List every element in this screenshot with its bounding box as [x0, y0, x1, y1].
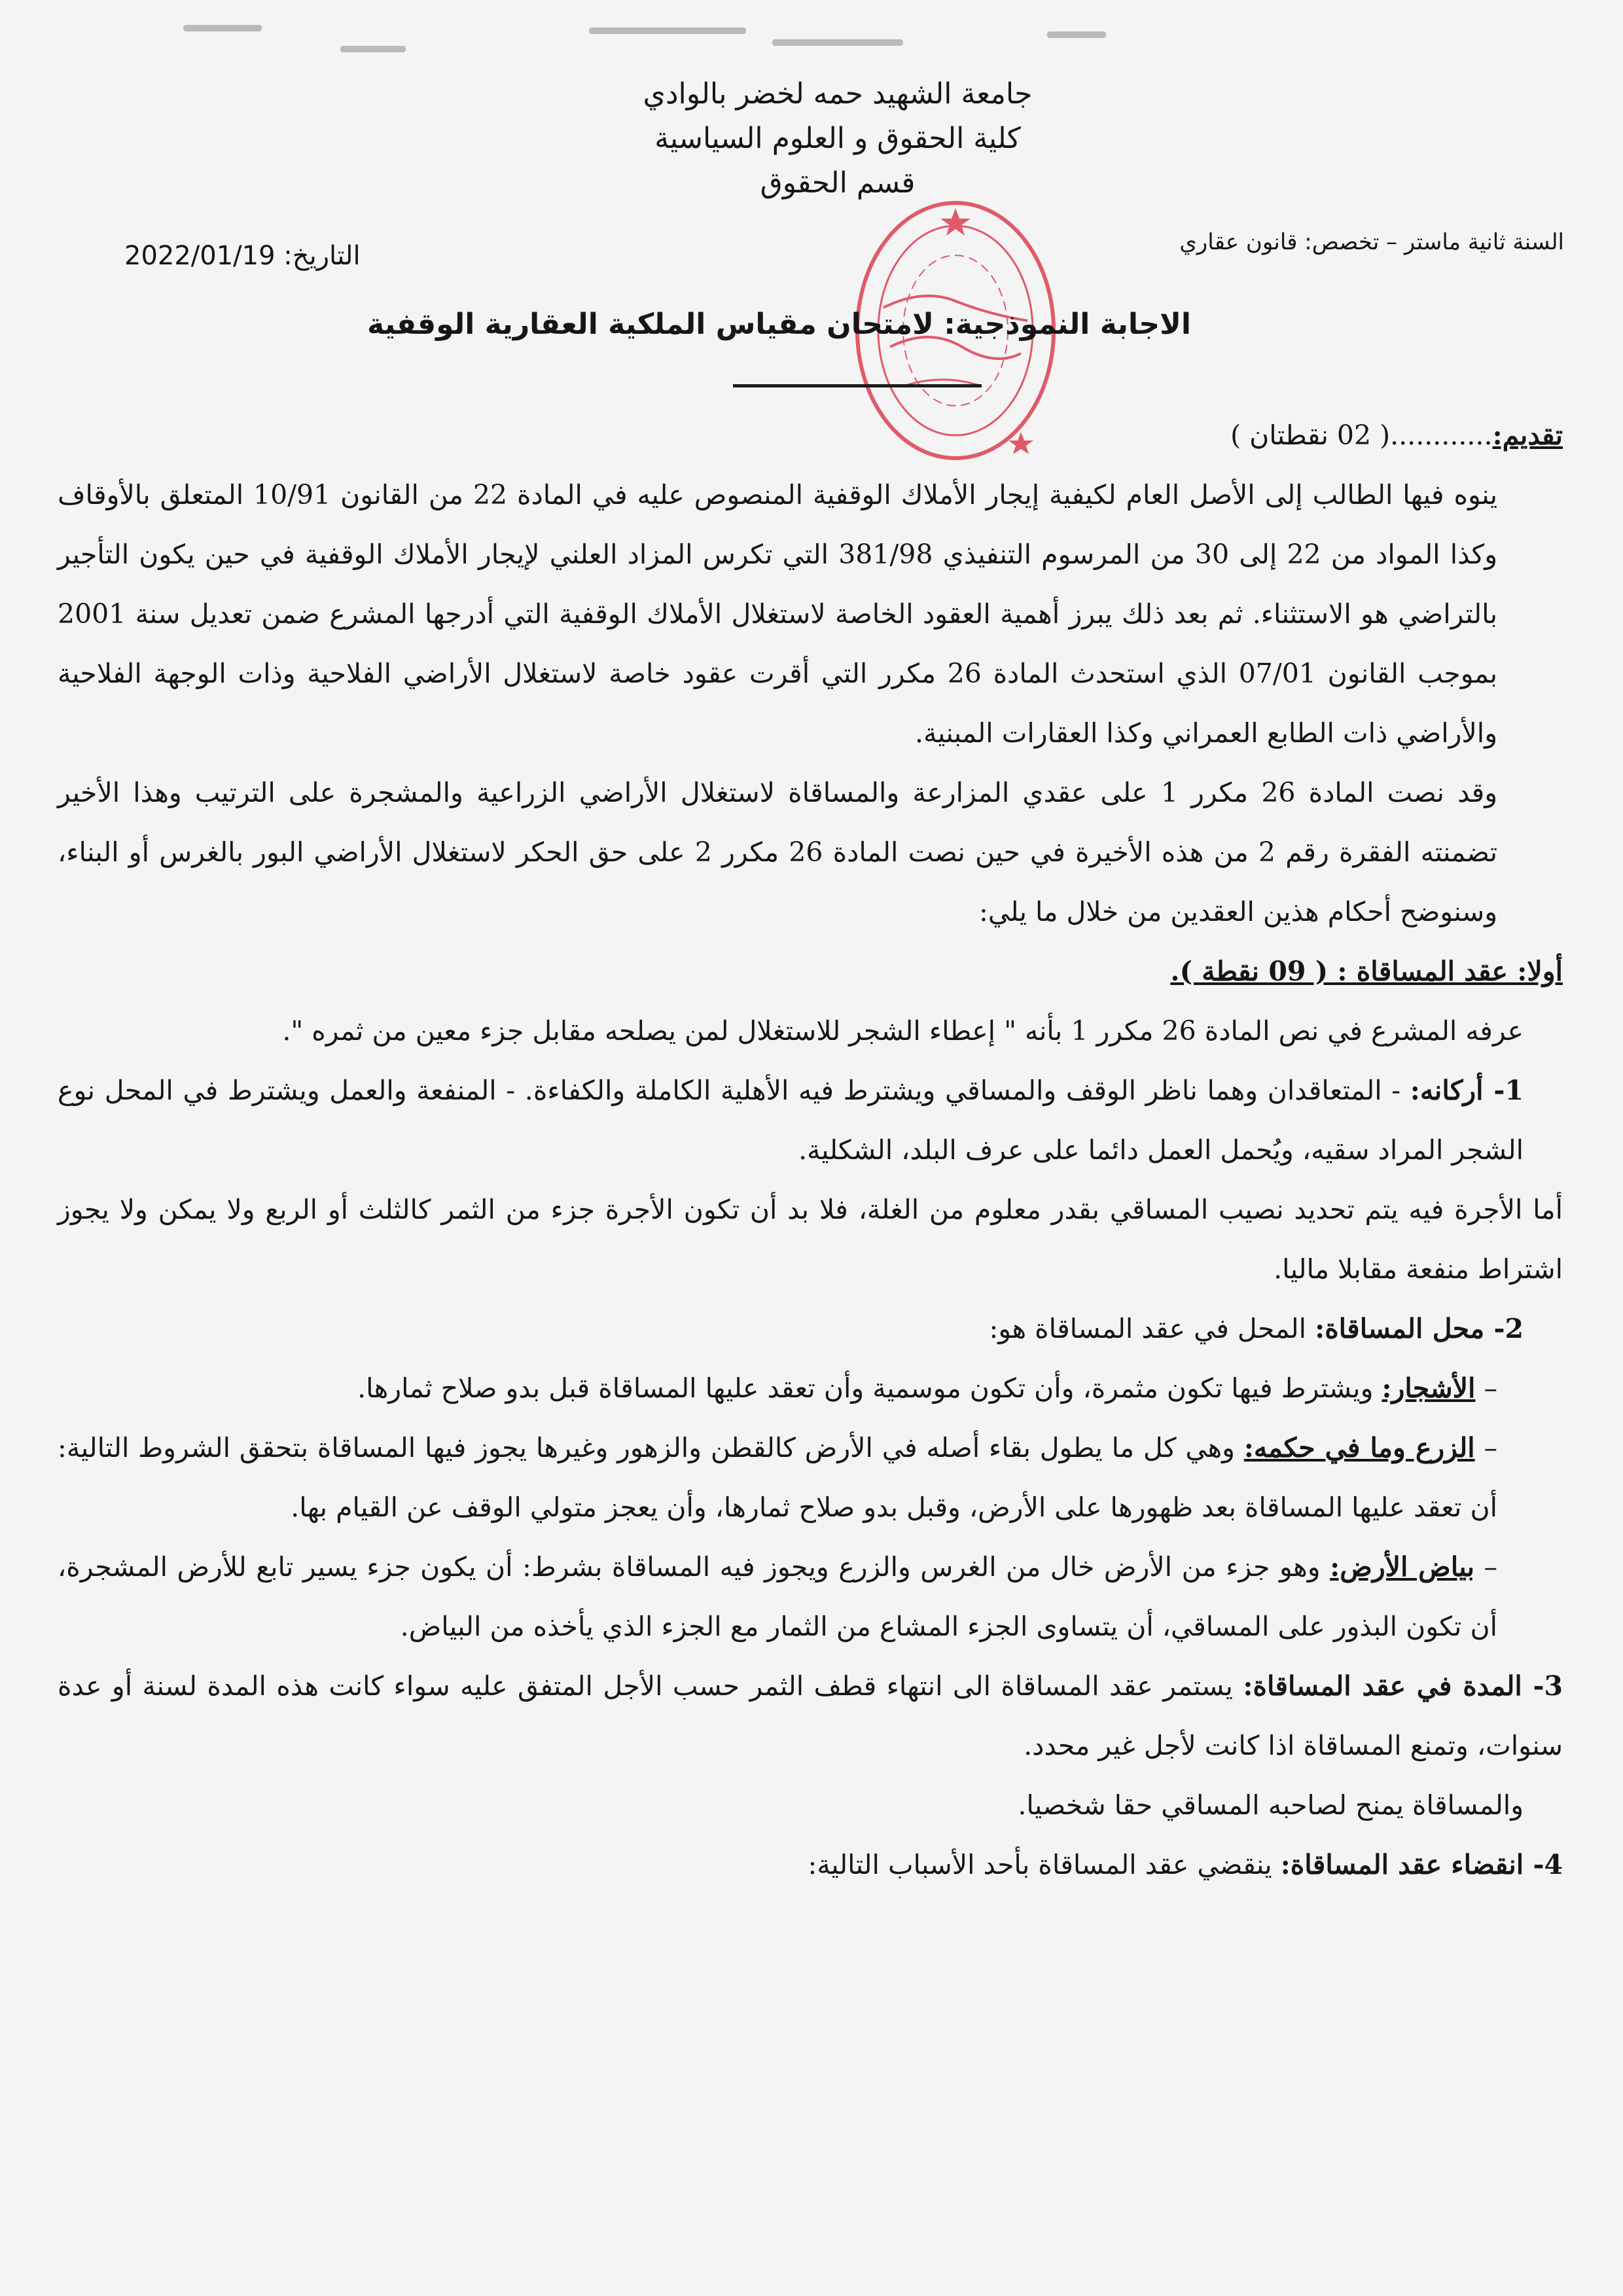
scan-artifact	[772, 39, 903, 46]
department-name: قسم الحقوق	[760, 166, 916, 200]
document-title: الاجابة النموذجية: لامتحان مقياس الملكية العقارية الوقفية	[366, 308, 1191, 341]
item-2-text: المحل في عقد المساقاة هو:	[989, 1313, 1315, 1344]
faculty-name: كلية الحقوق و العلوم السياسية	[654, 122, 1021, 155]
scan-artifact	[340, 46, 406, 52]
scan-artifact	[1047, 31, 1106, 38]
item-3-duration	[58, 1657, 1563, 1776]
bullet-crops: – الزرع وما في حكمه: وهي كل ما يطول بقاء أصله في الأرض كالقطن والزهور وغيرها يجوز فيها المساقاة بتحقق الشروط التالية: أن تعقد عليها المساقاة بعد ظهورها على الأرض، وقبل بدو صلاح ثمارها، وأن يعجز متولي الوقف عن القيام بها.	[58, 1432, 1497, 1523]
item-1-text: - المتعاقدان وهما ناظر الوقف والمساقي ويشترط فيه الأهلية الكاملة والكفاءة. - المنفعة والعمل ويشترط في المحل نوع الشجر المراد سقيه، ويُحمل العمل دائما على عرف البلد، الشكلية.	[58, 1075, 1524, 1166]
exam-date	[124, 241, 361, 271]
item-4-label: 4- انقضاء عقد المساقاة:	[1280, 1849, 1563, 1880]
item-3-label: 3- المدة في عقد المساقاة:	[1243, 1670, 1563, 1702]
intro-paragraph-2: وقد نصت المادة 26 مكرر 1 على عقدي المزارعة والمساقاة لاستغلال الأراضي الزراعية والمشجرة على الترتيب وهذا الأخير تضمنته الفقرة رقم 2 من هذه الأخيرة في حين نصت المادة 26 مكرر 2 على حق الحكر لاستغلال الأراضي البور بالغرس أو البناء، وسنوضح أحكام هذين العقدين من خلال ما يلي:	[58, 777, 1497, 927]
intro-label: تقديم:	[1492, 420, 1563, 451]
bullet-1-text: ويشترط فيها تكون مثمرة، وأن تكون موسمية وأن تعقد عليها المساقاة قبل بدو صلاح ثمارها.	[357, 1372, 1382, 1404]
section-1-heading: أولا: عقد المساقاة : ( 09 نقطة ).	[1170, 956, 1563, 987]
document-body	[58, 406, 1563, 1895]
bullet-2-label: الزرع وما في حكمه:	[1243, 1432, 1475, 1463]
item-1-pillars	[58, 1061, 1563, 1180]
item-3-text: يستمر عقد المساقاة الى انتهاء قطف الثمر حسب الأجل المتفق عليه سواء كانت هذه المدة لسنة أو عدة سنوات، وتمنع المساقاة اذا كانت لأجل غير محدد.	[58, 1670, 1563, 1761]
bullet-3-text: وهو جزء من الأرض خال من الغرس والزرع ويجوز فيه المساقاة بشرط: أن يكون جزء يسير تابع للأرض المشجرة، أن تكون البذور على المساقي، أن يتساوى الجزء المشاع من الثمار مع الجزء الذي يأخذه من البياض.	[58, 1551, 1497, 1642]
item-2-object	[58, 1299, 1563, 1359]
university-name: جامعة الشهيد حمه لخضر بالوادي	[643, 77, 1033, 111]
title-underline	[733, 384, 982, 387]
item-1-wage: أما الأجرة فيه يتم تحديد نصيب المساقي بقدر معلوم من الغلة، فلا بد أن تكون الأجرة جزء من الثمر كالثلث أو الربع ولا يمكن ولا يجوز اشتراط منفعة مقابلا ماليا.	[58, 1194, 1563, 1285]
bullet-3-label: بياض الأرض:	[1330, 1551, 1474, 1583]
level-specialty: السنة ثانية ماستر – تخصص: قانون عقاري	[1179, 229, 1564, 255]
item-3-extra: والمساقاة يمنح لصاحبه المساقي حقا شخصيا.	[1018, 1789, 1524, 1821]
item-1-label: 1- أركانه:	[1410, 1075, 1524, 1106]
intro-paragraph-1: ينوه فيها الطالب إلى الأصل العام لكيفية إيجار الأملاك الوقفية المنصوص عليه في المادة 22 من القانون 10/91 المتعلق بالأوقاف وكذا المواد من 22 إلى 30 من المرسوم التنفيذي 381/98 التي تكرس المزاد العلني لإيجار الأملاك الوقفية في حين يكون التأجير بالتراضي هو الاستثناء. ثم بعد ذلك يبرز أهمية العقود الخاصة لاستغلال الأملاك الوقفية التي أدرجها المشرع ضمن تعديل سنة 2001 بموجب القانون 07/01 الذي استحدث المادة 26 مكرر التي أقرت عقود خاصة لاستغلال الأراضي الفلاحية وذات الوجهة الفلاحية والأراضي ذات الطابع العمراني وكذا العقارات المبنية.	[58, 479, 1498, 749]
bullet-1-label: الأشجار:	[1382, 1372, 1476, 1404]
bullet-bare-land: – بياض الأرض: وهو جزء من الأرض خال من الغرس والزرع ويجوز فيه المساقاة بشرط: أن يكون جزء يسير تابع للأرض المشجرة، أن تكون البذور على المساقي، أن يتساوى الجزء المشاع من الثمار مع الجزء الذي يأخذه من البياض.	[58, 1551, 1497, 1642]
document-header	[589, 72, 1086, 206]
scan-artifact	[589, 27, 746, 34]
bullet-trees: – الأشجار: ويشترط فيها تكون مثمرة، وأن تكون موسمية وأن تعقد عليها المساقاة قبل بدو صلاح ثمارها.	[357, 1372, 1497, 1404]
date-label: التاريخ:	[283, 241, 361, 271]
item-4-termination	[58, 1835, 1563, 1895]
scan-artifact	[183, 25, 262, 31]
intro-points: ............( 02 نقطتان )	[1230, 420, 1493, 451]
section-1-definition: عرفه المشرع في نص المادة 26 مكرر 1 بأنه " إعطاء الشجر للاستغلال لمن يصلحه مقابل جزء معين من ثمره ".	[282, 1015, 1524, 1047]
intro-heading	[58, 406, 1563, 465]
item-2-label: 2- محل المساقاة:	[1315, 1313, 1524, 1344]
bullet-2-text: وهي كل ما يطول بقاء أصله في الأرض كالقطن والزهور وغيرها يجوز فيها المساقاة بتحقق الشروط التالية: أن تعقد عليها المساقاة بعد ظهورها على الأرض، وقبل بدو صلاح ثمارها، وأن يعجز متولي الوقف عن القيام بها.	[58, 1432, 1497, 1523]
item-4-text: ينقضي عقد المساقاة بأحد الأسباب التالية:	[808, 1849, 1281, 1880]
date-value: 2022/01/19	[124, 241, 276, 271]
